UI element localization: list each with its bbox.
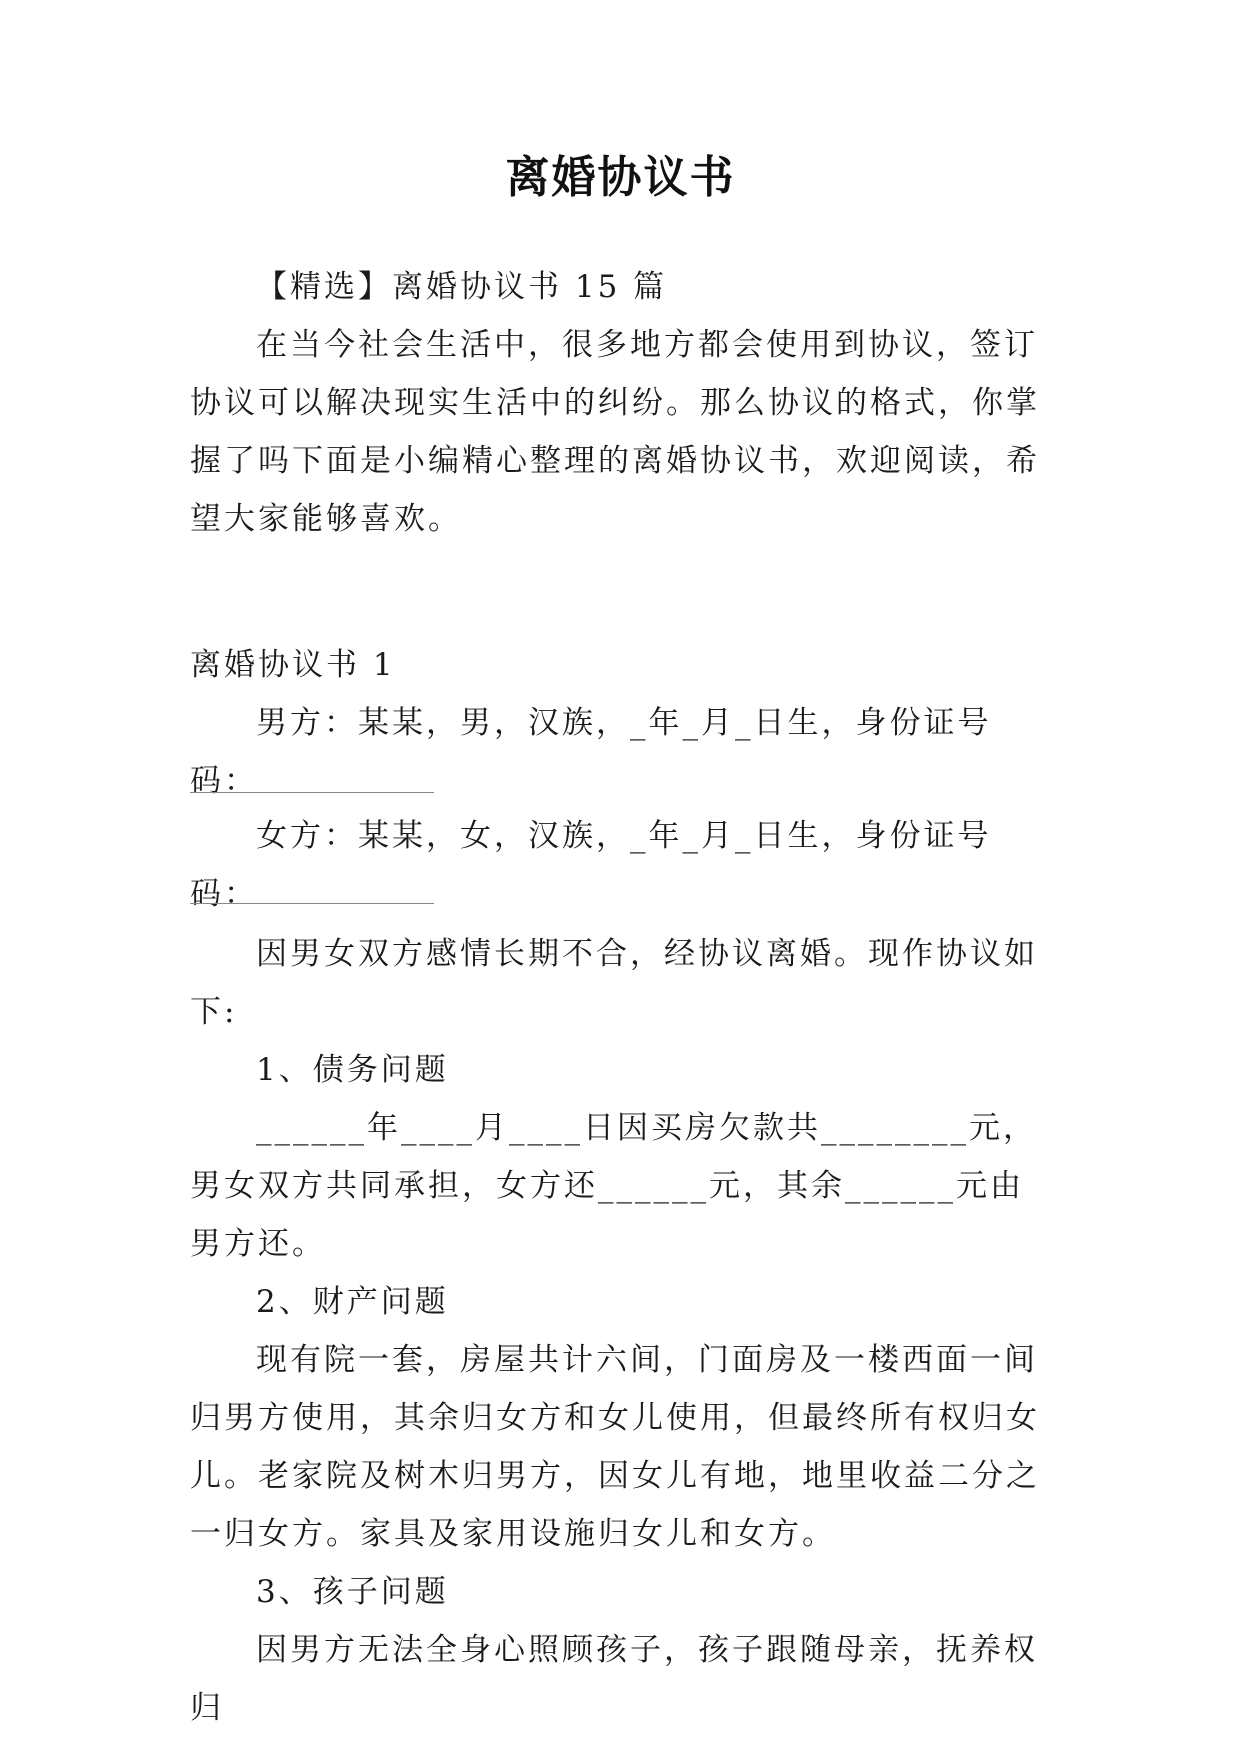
female-id-blank-line <box>190 903 434 904</box>
intro-label: 【精选】离婚协议书 15 篇 <box>256 269 668 305</box>
male-party-line: 男方：某某，男，汉族，_年_月_日生，身份证号码： <box>190 705 992 799</box>
preamble-paragraph: 因男女双方感情长期不合，经协议离婚。现作协议如下: <box>190 936 1038 1030</box>
document-title: 离婚协议书 <box>505 152 736 203</box>
clause-2-heading: 2、财产问题 <box>256 1284 449 1320</box>
clause-1-heading: 1、债务问题 <box>256 1052 449 1088</box>
female-party-line: 女方：某某，女，汉族，_年_月_日生，身份证号码： <box>190 818 992 912</box>
clauses-block <box>190 925 1050 1737</box>
clause-3-heading: 3、孩子问题 <box>256 1574 449 1610</box>
section-1-heading-block <box>190 636 1050 810</box>
female-party-block <box>190 807 1050 923</box>
section-heading: 离婚协议书 1 <box>190 647 396 683</box>
clause-1-text: ______年____月____日因买房欠款共________元，男女双方共同承担，女方还______元，其余______元由男方还。 <box>190 1110 1037 1262</box>
male-id-blank-line <box>190 792 434 793</box>
clause-2-text: 现有院一套，房屋共计六间，门面房及一楼西面一间归男方使用，其余归女方和女儿使用，但最终所有权归女儿。老家院及树木归男方，因女儿有地，地里收益二分之一归女方。家具及家用设施归女儿和女方。 <box>190 1342 1040 1552</box>
intro-block <box>190 258 1050 548</box>
intro-paragraph: 在当今社会生活中，很多地方都会使用到协议，签订协议可以解决现实生活中的纠纷。那么协议的格式，你掌握了吗下面是小编精心整理的离婚协议书，欢迎阅读，希望大家能够喜欢。 <box>190 327 1040 537</box>
clause-3-text: 因男方无法全身心照顾孩子，孩子跟随母亲，抚养权归 <box>190 1632 1038 1726</box>
